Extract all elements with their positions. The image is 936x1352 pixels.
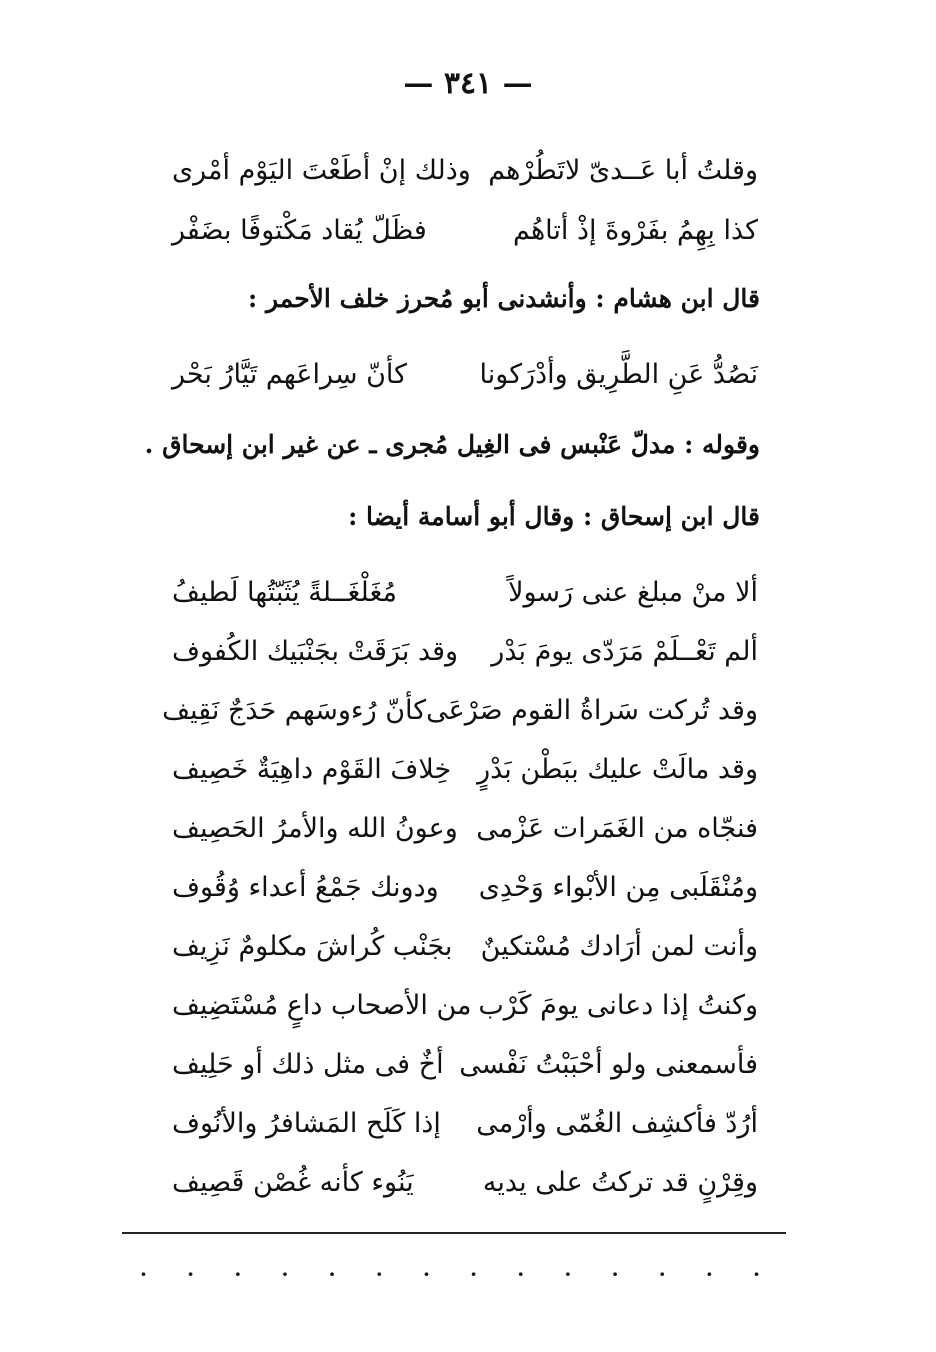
verse-second-hemistich: كأنّ سِراعَهم تَيَّارُ بَحْر [172, 358, 407, 390]
footer-dot: · [281, 1262, 289, 1286]
verse-first-hemistich: فنجّاه من الغَمَرات عَزْمى [476, 812, 758, 844]
footer-dot: · [375, 1262, 383, 1286]
verse-first-hemistich: نَصُدُّ عَنِ الطَّرِيق وأدْرَكونا [479, 358, 758, 390]
prose-paragraph: وقوله : مدلّ عَنْبس فى الغِيل مُجرى ـ عن غير ابن إسحاق . [144, 430, 760, 459]
verse-second-hemistich: يَنُوء كأنه غُصْن قَصِيف [172, 1166, 414, 1198]
verse-second-hemistich: مُغَلْغَــلةً يُثَبّتُها لَطيفُ [172, 576, 397, 608]
footer-dot: · [234, 1262, 242, 1286]
poem-line [172, 863, 758, 911]
poem-line [172, 568, 758, 616]
verse-second-hemistich: فظَلّ يُقاد مَكْتوفًا بضَفْر [172, 214, 427, 246]
verse-first-hemistich: وقد تُركت سَراةُ القوم صَرْعَى [426, 694, 758, 726]
verse-first-hemistich: فأسمعنى ولو أحْبَبْتُ نَفْسى [459, 1048, 758, 1080]
footer-dot: · [187, 1262, 195, 1286]
footer-dot: · [328, 1262, 336, 1286]
verse-first-hemistich: وقِرْنٍ قد تركتُ على يديه [482, 1166, 758, 1198]
footer-dot: · [611, 1262, 619, 1286]
poem-line [172, 745, 758, 793]
verse-second-hemistich: أخٌ فى مثل ذلك أو حَلِيف [172, 1048, 444, 1080]
verse-second-hemistich: ودونك جَمْعُ أعداء وُقُوف [172, 871, 439, 903]
footer-dot: · [753, 1262, 760, 1286]
verse-second-hemistich: وعونُ الله والأمرُ الحَصِيف [172, 812, 458, 844]
verse-line [172, 146, 758, 194]
verse-first-hemistich: كذا بِهِمُ بفَرْوةَ إذْ أتاهُم [512, 214, 758, 246]
poem-line [162, 686, 758, 734]
verse-first-hemistich: ألا منْ مبلغ عنى رَسولاً [508, 576, 758, 608]
verse-first-hemistich: ألم تَعْــلَمْ مَرَدّى يومَ بَدْر [491, 635, 758, 667]
prose-paragraph: قال ابن هشام : وأنشدنى أبو مُحرز خلف الأحمر : [248, 284, 760, 313]
verse-first-hemistich: وقلتُ أبا عَــدىّ لاتَطُرْهم [488, 154, 758, 186]
poem-line [172, 1040, 758, 1088]
verse-first-hemistich: وقد مالَتْ عليك ببَطْن بَدْرٍ [477, 753, 758, 785]
poem-line [172, 1158, 758, 1206]
footer-dot: · [564, 1262, 572, 1286]
verse-second-hemistich: بجَنْب كُراشَ مكلومٌ نَزِيف [172, 930, 453, 962]
poem-line [172, 1099, 758, 1147]
verse-first-hemistich: أرُدّ فأكشِف الغُمّى وأرْمى [476, 1107, 758, 1139]
verse-first-hemistich: ومُنْقَلَبى مِن الأبْواء وَحْدِى [478, 871, 758, 903]
verse-line [172, 206, 758, 254]
verse-second-hemistich: من الأصحاب داعٍ مُسْتَضِيف [172, 989, 472, 1021]
verse-first-hemistich: وأنت لمن أرَادك مُسْتكينٌ [480, 930, 758, 962]
verse-first-hemistich: وكنتُ إذا دعانى يومَ كَرْب [478, 989, 758, 1021]
page-number: — ٣٤١ — [403, 66, 533, 101]
verse-second-hemistich: إذا كَلَح المَشافرُ والأنُوف [172, 1107, 441, 1139]
footer-rule [122, 1232, 786, 1234]
footer-dots [140, 1262, 760, 1286]
footer-dot: · [140, 1262, 147, 1286]
verse-second-hemistich: خِلافَ القَوْم داهِيَةٌ خَصِيف [172, 753, 452, 785]
verse-second-hemistich: كأنّ رُءوسَهم حَدَجٌ نَقِيف [162, 694, 427, 726]
verse-line [172, 350, 758, 398]
footer-dot: · [517, 1262, 525, 1286]
footer-dot: · [658, 1262, 666, 1286]
footer-dot: · [705, 1262, 713, 1286]
prose-paragraph: قال ابن إسحاق : وقال أبو أسامة أيضا : [348, 502, 760, 531]
poem-line [172, 922, 758, 970]
poem-line [172, 804, 758, 852]
footer-dot: · [422, 1262, 430, 1286]
poem-line [172, 627, 758, 675]
footer-dot: · [470, 1262, 478, 1286]
poem-line [172, 981, 758, 1029]
verse-second-hemistich: وقد بَرَقَتْ بجَنْبَيك الكُفوف [172, 635, 459, 667]
verse-second-hemistich: وذلك إنْ أطَعْتَ اليَوْم أمْرى [172, 154, 471, 186]
